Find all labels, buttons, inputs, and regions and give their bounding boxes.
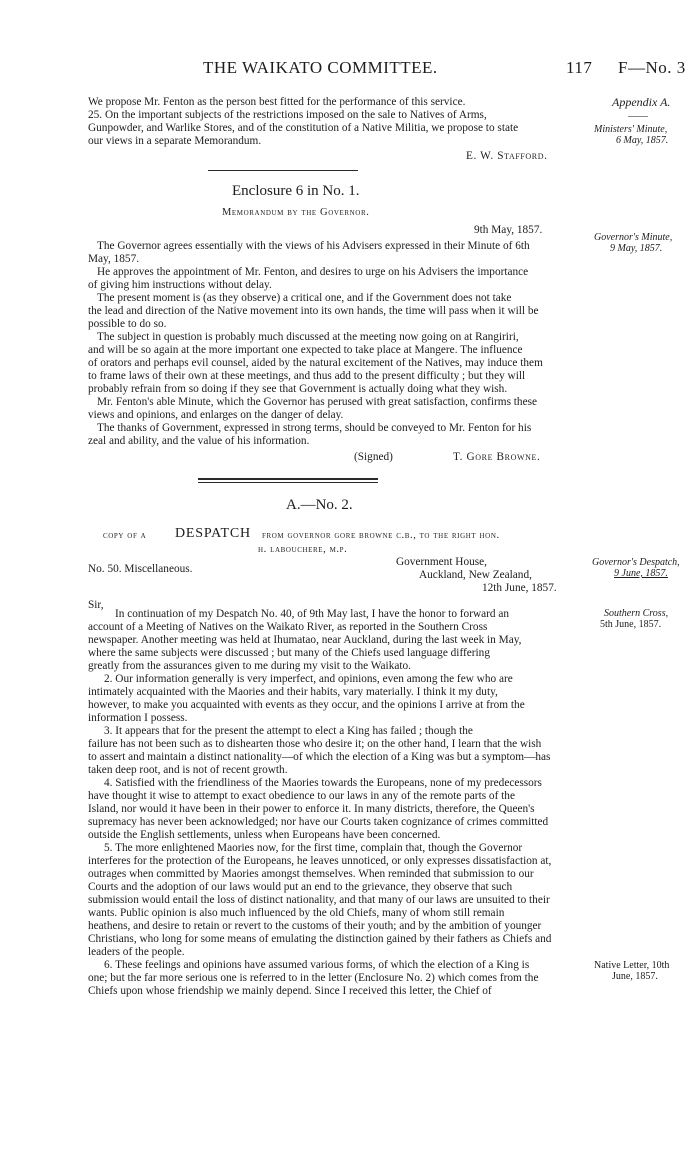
text-line: He approves the appointment of Mr. Fenton, and desires to urge on his Advisers the importance	[97, 266, 529, 278]
margin-note-ministers-minute: Ministers' Minute,	[594, 124, 668, 135]
text-line: newspaper. Another meeting was held at Ihumatao, near Auckland, during the last week in May,	[88, 634, 522, 646]
salutation: Sir,	[88, 599, 104, 611]
text-line: Mr. Fenton's able Minute, which the Governor has perused with great satisfaction, confirms these	[97, 396, 537, 408]
address-line: 12th June, 1857.	[482, 582, 557, 594]
margin-note-governors-minute: Governor's Minute,	[594, 232, 673, 243]
signature: E. W. Stafford.	[466, 150, 548, 162]
text-line: have thought it wise to attempt to exact obedience to our laws in any of the remote parts of the	[88, 790, 515, 802]
text-line: the lead and direction of the Native movement into its own hands, the time will pass when it will be	[88, 305, 539, 317]
text-line: The present moment is (as they observe) a critical one, and if the Government does not take	[97, 292, 512, 304]
text-line: however, to make you acquainted with events as they occur, and the opinions I arrive at from the	[88, 699, 525, 711]
text-line: 2. Our information generally is very imperfect, and opinions, even among the few who are	[104, 673, 513, 685]
running-title: THE WAIKATO COMMITTEE.	[203, 58, 438, 77]
text-line: 6. These feelings and opinions have assumed various forms, of which the election of a King is	[104, 959, 530, 971]
margin-note-governors-despatch-date: 9 June, 1857.	[614, 568, 668, 579]
margin-note-dash: ——	[628, 111, 648, 122]
despatch-title-main: DESPATCH	[175, 526, 251, 541]
margin-note-southern-cross-date: 5th June, 1857.	[600, 619, 662, 630]
text-line: possible to do so.	[88, 318, 167, 330]
text-line: one; but the far more serious one is referred to in the letter (Enclosure No. 2) which comes from the	[88, 972, 539, 984]
text-line: information I possess.	[88, 712, 188, 724]
memorandum-date: 9th May, 1857.	[474, 224, 543, 236]
text-line: taken deep root, and is not of recent growth.	[88, 764, 288, 776]
divider-rule-thin	[198, 482, 378, 483]
text-line: The subject in question is probably much discussed at the meeting now going on at Rangiriri,	[97, 331, 519, 343]
margin-note-governors-minute-date: 9 May, 1857.	[610, 243, 663, 254]
margin-note-governors-despatch: Governor's Despatch,	[592, 557, 680, 568]
text-line: We propose Mr. Fenton as the person best fitted for the performance of this service.	[88, 96, 466, 108]
margin-note-southern-cross: Southern Cross,	[604, 608, 669, 619]
address-line: Government House,	[396, 556, 487, 568]
text-line: to frame laws of their own at these meetings, and thus add to the present difficulty ; but they will	[88, 370, 526, 382]
text-line: supremacy has never been acknowledged; nor have our Courts taken cognizance of crimes committed	[88, 816, 549, 828]
divider-rule-thick	[198, 478, 378, 480]
document-reference: F—No. 3	[618, 58, 686, 77]
despatch-title-rest: from governor gore browne c.b., to the right hon.	[262, 530, 500, 541]
text-line: zeal and ability, and the value of his information.	[88, 435, 310, 447]
text-line: wants. Public opinion is also much influenced by the old Chiefs, many of whom still remain	[88, 907, 505, 919]
text-line: intimately acquainted with the Maories and their habits, vary materially. I think it my duty,	[88, 686, 498, 698]
text-line: failure has not been such as to dishearten those who desire it; on the other hand, I learn that the wish	[88, 738, 542, 750]
text-line: submission would entail the loss of distinct nationality, and that many of our laws are unsuited to their	[88, 894, 550, 906]
text-line: Island, nor would it have been in their power to enforce it. In many districts, therefore, the Queen's	[88, 803, 535, 815]
despatch-heading: A.—No. 2.	[286, 497, 353, 513]
text-line: 25. On the important subjects of the restrictions imposed on the sale to Natives of Arms,	[88, 109, 487, 121]
text-line: leaders of the people.	[88, 946, 185, 958]
despatch-number-text: No. 50. Miscellaneous.	[88, 563, 193, 575]
text-line: heathens, and desire to retain or revert to the customs of their youth; and by the ambition of younger	[88, 920, 542, 932]
text-line: where the same subjects were discussed ; but many of the Chiefs used language differing	[88, 647, 490, 659]
text-line: of orators and perhaps evil counsel, aided by the natural excitement of the Natives, may induce them	[88, 357, 543, 369]
text-line: outrages when committed by Maories amongst themselves. When reminded that submission to our	[88, 868, 534, 880]
text-line: The Governor agrees essentially with the views of his Advisers expressed in their Minute of 6th	[97, 240, 530, 252]
memorandum-subheading: Memorandum by the Governor.	[222, 207, 370, 218]
enclosure-heading: Enclosure 6 in No. 1.	[232, 183, 360, 199]
signer-name: T. Gore Browne.	[453, 451, 541, 463]
text-line: 4. Satisfied with the friendliness of the Maories towards the Europeans, none of my predecessors	[104, 777, 542, 789]
text-line: interferes for the protection of the Europeans, he leaves unnoticed, or only expresses dissatisfaction at,	[88, 855, 552, 867]
despatch-title-prefix: copy of a	[103, 530, 147, 541]
address-line: Auckland, New Zealand,	[419, 569, 532, 581]
text-line: 3. It appears that for the present the attempt to elect a King has failed ; though the	[104, 725, 473, 737]
text-line: views and opinions, and enlarges on the danger of delay.	[88, 409, 344, 421]
text-line: May, 1857.	[88, 253, 140, 265]
despatch-number	[88, 563, 192, 576]
text-line: probably refrain from so doing if they see that Government is actually doing what they wish.	[88, 383, 508, 395]
page-number: 117	[566, 58, 593, 77]
margin-note-appendix: Appendix A.	[612, 95, 671, 109]
text-line: account of a Meeting of Natives on the Waikato River, as reported in the Southern Cross	[88, 621, 488, 633]
text-line: outside the English settlements, unless when Europeans have been concerned.	[88, 829, 441, 841]
text-line: to assert and maintain a distinct nationality—of which the election of a King was but a symptom—has	[88, 751, 551, 763]
signed-label: (Signed)	[354, 451, 393, 463]
margin-note-native-letter-date: June, 1857.	[612, 971, 658, 982]
text-line: and will be so again at the more important one expected to take place at Mangere. The influence	[88, 344, 523, 356]
text-line: The thanks of Government, expressed in strong terms, should be conveyed to Mr. Fenton for his	[97, 422, 532, 434]
margin-note-ministers-minute-date: 6 May, 1857.	[616, 135, 669, 146]
text-line: greatly from the assurances given to me during my visit to the Waikato.	[88, 660, 411, 672]
text-line: 5. The more enlightened Maories now, for the first time, complain that, though the Governor	[104, 842, 523, 854]
despatch-title-line2: h. labouchere, m.p.	[258, 544, 348, 555]
text-line: Gunpowder, and Warlike Stores, and of the constitution of a Native Militia, we propose to state	[88, 122, 519, 134]
text-line: our views in a separate Memorandum.	[88, 135, 262, 147]
margin-note-native-letter: Native Letter, 10th	[594, 960, 670, 971]
text-line: In continuation of my Despatch No. 40, of 9th May last, I have the honor to forward an	[115, 608, 510, 620]
divider-rule	[208, 170, 358, 171]
text-line: Chiefs upon whose friendship we mainly depend. Since I received this letter, the Chief of	[88, 985, 492, 997]
text-line: Courts and the adoption of our laws would put an end to the grievance, they observe that such	[88, 881, 513, 893]
text-line: of giving him instructions without delay.	[88, 279, 272, 291]
text-line: Christians, who long for some means of emulating the distinction gained by their fathers as Chiefs and	[88, 933, 552, 945]
